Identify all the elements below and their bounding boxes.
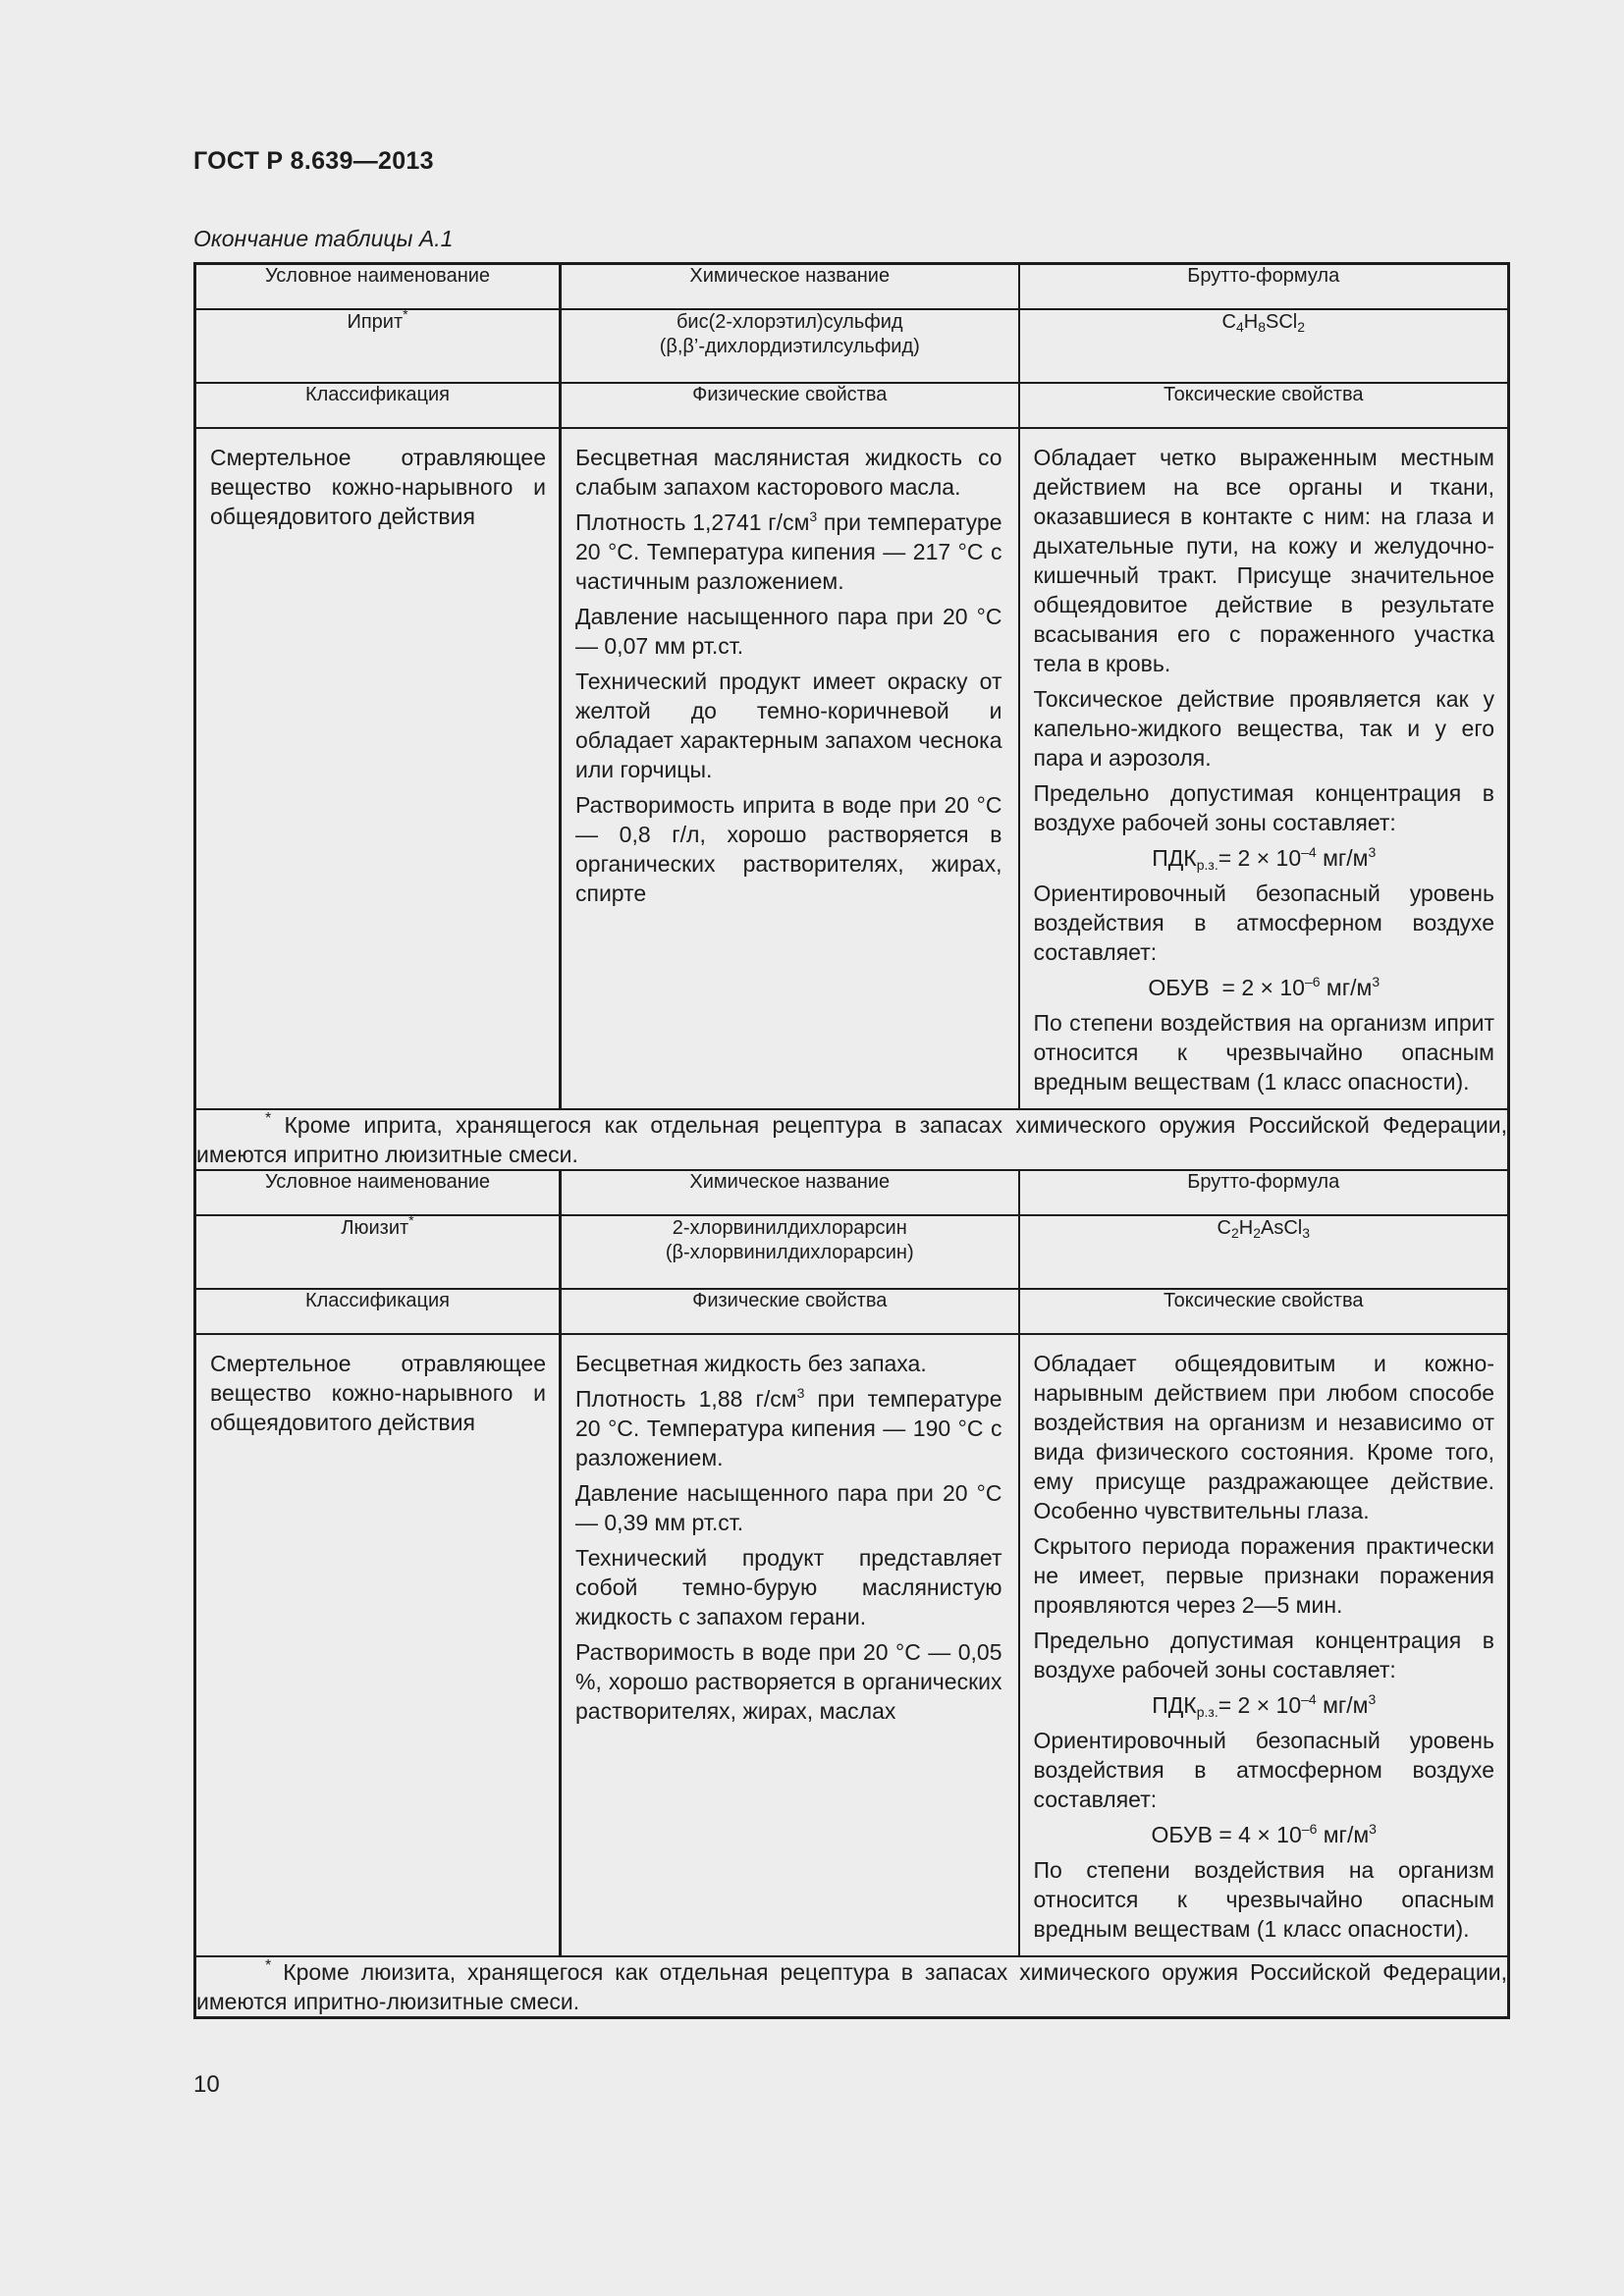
physical-paragraph: Бесцветная жидкость без запаха. bbox=[575, 1351, 927, 1376]
header-toxic: Токсические свойства bbox=[1019, 1289, 1509, 1334]
physical-cell bbox=[561, 1334, 1019, 1956]
physical-paragraph: Технический продукт представляет собой темно-бурую маслянистую жидкость с запахом герани. bbox=[575, 1545, 1002, 1629]
footnote-cell: * Кроме люизита, хранящегося как отдельная рецептура в запасах химического оружия Российской Федерации, имеются ипритно-люизитные смеси. bbox=[195, 1956, 1509, 2018]
physical-paragraph: Плотность 1,2741 $г/см^3$ при температуре 20 °С. Температура кипения — 217 °С с частичным разложением. bbox=[575, 508, 1002, 594]
table-caption: Окончание таблицы А.1 bbox=[193, 226, 454, 251]
header-name: Условное наименование bbox=[195, 1170, 561, 1215]
physical-cell bbox=[561, 428, 1019, 1109]
toxic-paragraph: Ориентировочный безопасный уровень воздействия в атмосферном воздухе составляет: bbox=[1033, 881, 1494, 965]
agent-footnote-row bbox=[195, 1956, 1509, 2018]
agent-chemical-name: бис(2-хлорэтил)сульфид (β,β’-дихлордиэтилсульфид) bbox=[561, 309, 1019, 383]
header-chemical: Химическое название bbox=[561, 264, 1019, 310]
footnote-cell: * Кроме иприта, хранящегося как отдельная рецептура в запасах химического оружия Российской Федерации, имеются ипритно люизитные смеси. bbox=[195, 1109, 1509, 1170]
physical-paragraph: Технический продукт имеет окраску от желтой до темно-коричневой и обладает характерным запахом чеснока или горчицы. bbox=[575, 668, 1002, 782]
header-chemical: Химическое название bbox=[561, 1170, 1019, 1215]
footnote-text: Кроме люизита, хранящегося как отдельная рецептура в запасах химического оружия Российской Федерации, имеются ипритно-люизитные смеси. bbox=[196, 1959, 1508, 2014]
classification-cell: Смертельное отравляющее вещество кожно-нарывного и общеядовитого действия bbox=[195, 428, 561, 1109]
substances-table bbox=[193, 262, 1510, 2019]
header-classification: Классификация bbox=[195, 1289, 561, 1334]
physical-paragraph: Давление насыщенного пара при 20 °С — 0,07 мм рт.ст. bbox=[575, 604, 1002, 659]
pdk-value: $ПДК_{р.з.}= 2 \times 10^{-4}$ $мг/м^3$ bbox=[1152, 1691, 1377, 1720]
document-code: ГОСТ Р 8.639—2013 bbox=[193, 147, 434, 175]
header-physical: Физические свойства bbox=[561, 1289, 1019, 1334]
physical-paragraph: Давление насыщенного пара при 20 °С — 0,39 мм рт.ст. bbox=[575, 1480, 1002, 1535]
header-name: Условное наименование bbox=[195, 264, 561, 310]
toxic-paragraph: По степени воздействия на организм относится к чрезвычайно опасным вредным веществам (1 класс опасности). bbox=[1033, 1857, 1494, 1942]
toxic-paragraph: Предельно допустимая концентрация в воздухе рабочей зоны составляет: bbox=[1033, 780, 1494, 835]
toxic-paragraph: Обладает четко выраженным местным действием на все органы и ткани, оказавшиеся в контакте с ним: на глаза и дыхательные пути, на кожу и желудочно-кишечный тракт. Присуще значительное общеядовитое действие в результате всасывания его с пораженного участка тела в кровь. bbox=[1033, 445, 1494, 676]
agent-chemical-name: 2-хлорвинилдихлорарсин (β-хлорвинилдихлорарсин) bbox=[561, 1215, 1019, 1289]
header-formula: Брутто-формула bbox=[1019, 1170, 1509, 1215]
toxic-paragraph: Ориентировочный безопасный уровень воздействия в атмосферном воздухе составляет: bbox=[1033, 1728, 1494, 1812]
physical-paragraph: Плотность 1,88 $г/см^3$ при температуре 20 °С. Температура кипения — 190 °С с разложением. bbox=[575, 1385, 1002, 1470]
agent-name: Иприт* bbox=[195, 309, 561, 383]
page-number: 10 bbox=[193, 2071, 220, 2098]
pdk-value: $ПДК_{р.з.}= 2 \times 10^{-4}$ $мг/м^3$ bbox=[1152, 844, 1377, 873]
toxic-paragraph: Обладает общеядовитым и кожно-нарывным действием при любом способе воздействия на организм и независимо от вида физического состояния. Кроме того, ему присуще раздражающее действие. Особенно чувствительны глаза. bbox=[1033, 1351, 1494, 1523]
agent-formula: $C_2H_2AsCl_3$ bbox=[1019, 1215, 1509, 1289]
agent-footnote-row bbox=[195, 1109, 1509, 1170]
agent-name-row bbox=[195, 1215, 1509, 1289]
toxic-paragraph: Скрытого периода поражения практически не имеет, первые признаки поражения проявляются через 2—5 мин. bbox=[1033, 1533, 1494, 1618]
agent-properties-row bbox=[195, 1334, 1509, 1956]
property-header-row bbox=[195, 383, 1509, 428]
obuv-value: ОБУВ = $2 \times 10^{-6}$ $мг/м^3$ bbox=[1148, 974, 1380, 1000]
column-header-row bbox=[195, 1170, 1509, 1215]
toxic-paragraph: По степени воздействия на организм иприт относится к чрезвычайно опасным вредным веществам (1 класс опасности). bbox=[1033, 1010, 1494, 1095]
header-toxic: Токсические свойства bbox=[1019, 383, 1509, 428]
agent-formula: $C_4H_8SCl_2$ bbox=[1019, 309, 1509, 383]
footnote-text: Кроме иприта, хранящегося как отдельная рецептура в запасах химического оружия Российской Федерации, имеются ипритно люизитные смеси. bbox=[196, 1112, 1508, 1167]
agent-name-row bbox=[195, 309, 1509, 383]
header-physical: Физические свойства bbox=[561, 383, 1019, 428]
header-classification: Классификация bbox=[195, 383, 561, 428]
agent-name: Люизит* bbox=[195, 1215, 561, 1289]
physical-paragraph: Бесцветная маслянистая жидкость со слабым запахом касторового масла. bbox=[575, 445, 1002, 500]
physical-paragraph: Растворимость в воде при 20 °С — 0,05 %, хорошо растворяется в органических растворителях, жирах, маслах bbox=[575, 1639, 1002, 1724]
property-header-row bbox=[195, 1289, 1509, 1334]
physical-paragraph: Растворимость иприта в воде при 20 °С — 0,8 г/л, хорошо растворяется в органических растворителях, жирах, спирте bbox=[575, 792, 1002, 906]
agent-properties-row bbox=[195, 428, 1509, 1109]
toxic-paragraph: Предельно допустимая концентрация в воздухе рабочей зоны составляет: bbox=[1033, 1628, 1494, 1682]
toxic-paragraph: Токсическое действие проявляется как у капельно-жидкого вещества, так и у его пара и аэрозоля. bbox=[1033, 686, 1494, 771]
toxic-cell bbox=[1019, 428, 1509, 1109]
header-formula: Брутто-формула bbox=[1019, 264, 1509, 310]
toxic-cell bbox=[1019, 1334, 1509, 1956]
classification-cell: Смертельное отравляющее вещество кожно-нарывного и общеядовитого действия bbox=[195, 1334, 561, 1956]
column-header-row bbox=[195, 264, 1509, 310]
obuv-value: ОБУВ = $4 \times 10^{-6}$ $мг/м^3$ bbox=[1151, 1821, 1377, 1847]
